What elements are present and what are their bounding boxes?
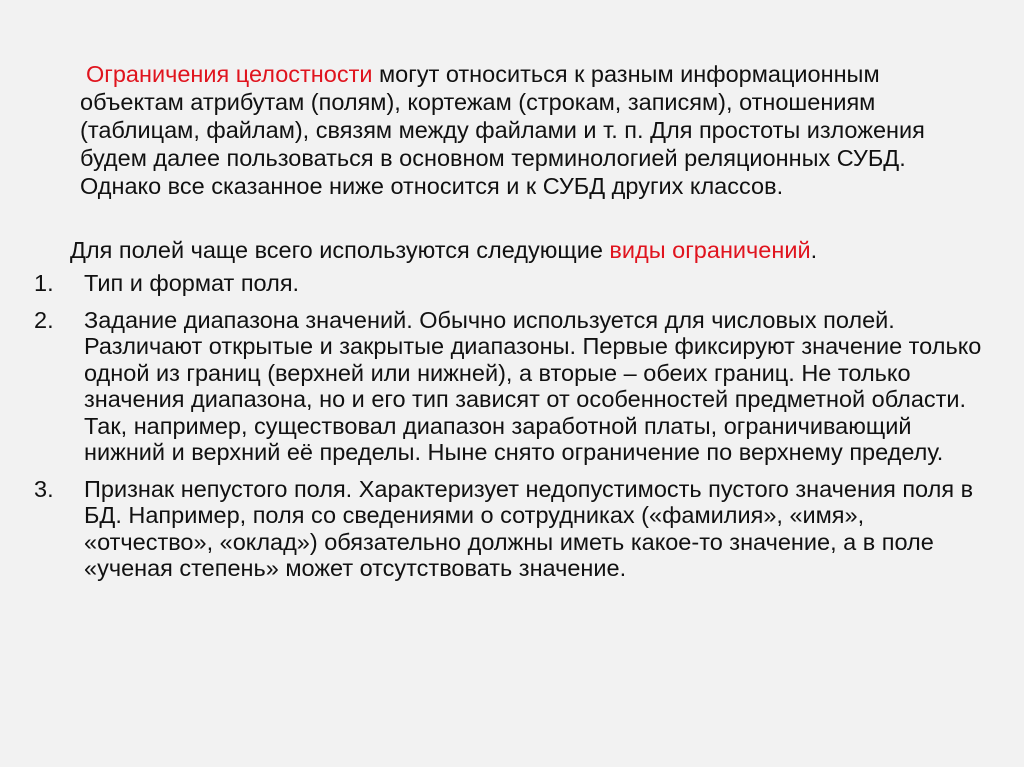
constraint-kinds-prefix: Для полей чаще всего используются следующие [70, 237, 610, 263]
constraint-kinds-paragraph [70, 236, 990, 264]
list-item-number: 1. [34, 270, 54, 296]
integrity-constraints-term: Ограничения целостности [86, 61, 373, 87]
list-item-text: Признак непустого поля. Характеризует недопустимость пустого значения поля в БД. Например, поля со сведениями о сотрудниках («фамилия», «имя», «отчество», «оклад») обязательно должны иметь какое-то значение, а в поле «ученая степень» может отсутствовать значение. [84, 475, 974, 581]
list-item [34, 270, 994, 297]
list-item-text: Тип и формат поля. [84, 270, 300, 296]
intro-paragraph [80, 60, 985, 200]
list-item-number: 2. [34, 306, 54, 333]
list-item [34, 476, 994, 582]
constraint-kinds-term: виды ограничений [609, 237, 811, 263]
intro-text: могут относиться к разным информационным объектам атрибутам (полям), кортежам (строкам, записям), отношениям (таблицам, файлам), связям между файлами и т. п. Для простоты изложения будем далее пользоваться в основном терминологией реляционных СУБД. Однако все сказанное ниже относится и к СУБД других классов. [80, 61, 925, 199]
constraint-kinds-suffix: . [810, 237, 818, 263]
list-item-text: Задание диапазона значений. Обычно используется для числовых полей. Различают открытые и закрытые диапазоны. Первые фиксируют значение только одной из границ (верхней или нижней), а вторые – обеих границ. Не только значения диапазона, но и его тип зависят от особенностей предметной области. Так, например, существовал диапазон заработной платы, ограничивающий нижний и верхний её пределы. Ныне снято ограничение по верхнему пределу. [84, 306, 982, 465]
constraint-list [34, 270, 994, 582]
list-item [34, 307, 994, 466]
list-item-number: 3. [34, 475, 54, 502]
